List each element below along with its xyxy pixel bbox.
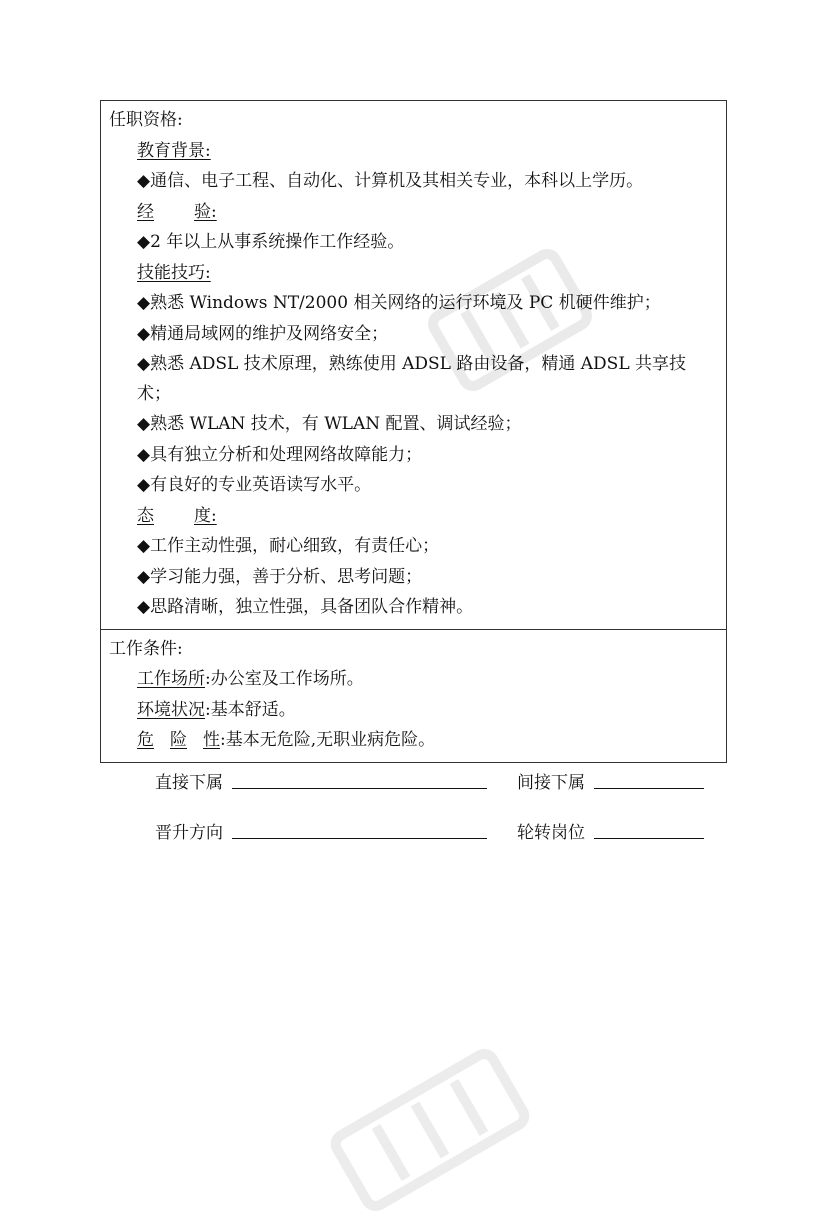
skill-item: ◆具有独立分析和处理网络故障能力；: [137, 444, 423, 465]
footer-row-2: [155, 818, 715, 848]
direct-reports-field[interactable]: [232, 768, 487, 789]
experience-label-row: [109, 197, 716, 228]
qualifications-section: [101, 101, 726, 630]
direct-reports-label: 直接下属: [155, 773, 223, 793]
risk-label: 危 险 性: [137, 730, 220, 750]
environment-label: 环境状况: [137, 699, 205, 720]
condition-risk: [109, 725, 716, 756]
risk-value: :基本无危险,无职业病危险。: [220, 730, 436, 750]
promotion-field[interactable]: [232, 818, 487, 839]
place-label: 工作场所: [137, 669, 205, 689]
attitude-item: ◆思路清晰，独立性强，具备团队合作精神。: [137, 597, 474, 617]
skill-item: ◆熟悉 WLAN 技术，有 WLAN 配置、调试经验；: [137, 414, 522, 434]
education-label-row: [109, 136, 716, 167]
education-item: ◆通信、电子工程、自动化、计算机及其相关专业，本科以上学历。: [137, 171, 644, 191]
attitude-item: ◆学习能力强，善于分析、思考问题；: [137, 566, 423, 587]
education-label: 教育背景:: [137, 140, 211, 161]
skills-label: 技能技巧:: [137, 262, 211, 283]
skill-item: ◆精通局域网的维护及网络安全；: [137, 323, 389, 344]
attitude-item: ◆工作主动性强，耐心细致，有责任心；: [137, 536, 440, 556]
conditions-section: [101, 630, 726, 762]
skill-item: ◆熟悉 ADSL 技术原理，熟练使用 ADSL 路由设备，精通 ADSL 共享技术；: [137, 354, 687, 404]
indirect-reports-label: 间接下属: [517, 773, 585, 793]
footer-row-1: [155, 768, 715, 798]
qualifications-heading: 任职资格:: [109, 110, 183, 130]
place-value: :办公室及工作场所。: [205, 669, 364, 689]
attitude-label-row: [109, 501, 716, 532]
rotation-label: 轮转岗位: [517, 823, 585, 843]
skills-label-row: [109, 258, 716, 289]
watermark-logo: [313, 1028, 546, 1232]
attitude-label: 态 度:: [137, 505, 217, 526]
job-requirements-table: [100, 100, 727, 763]
promotion-label: 晋升方向: [155, 823, 223, 843]
indirect-reports-field[interactable]: [594, 768, 704, 789]
rotation-field[interactable]: [594, 818, 704, 839]
skill-item: ◆有良好的专业英语读写水平。: [137, 475, 372, 495]
conditions-heading: 工作条件:: [109, 638, 183, 659]
condition-place: [109, 664, 716, 695]
environment-value: :基本舒适。: [205, 699, 296, 720]
experience-label: 经 验:: [137, 201, 217, 222]
condition-environment: [109, 695, 716, 726]
skill-item: ◆熟悉 Windows NT/2000 相关网络的运行环境及 PC 机硬件维护；: [137, 293, 661, 313]
experience-item: ◆2 年以上从事系统操作工作经验。: [137, 232, 405, 252]
